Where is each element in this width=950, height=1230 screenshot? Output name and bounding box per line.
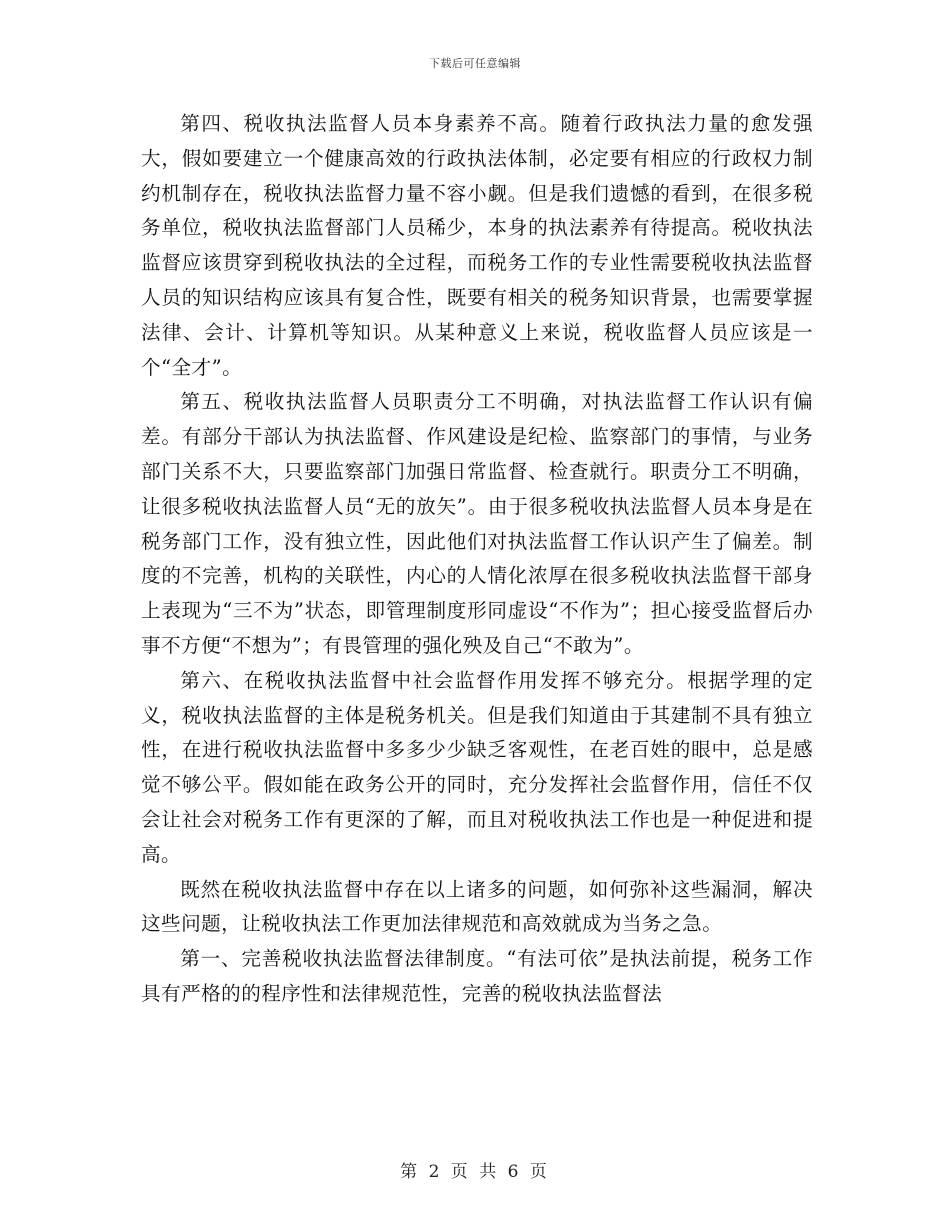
page-header-note: 下载后可任意编辑 [429, 57, 521, 70]
paragraph-1st-measure: 第一、完善税收执法监督法律制度。“有法可依”是执法前提，税务工作具有严格的的程序性和法律规范性，完善的税收执法监督法 [141, 947, 813, 1005]
paragraph-4th-issue: 第四、税收执法监督人员本身素养不高。随着行政执法力量的愈发强大，假如要建立一个健康高效的行政执法体制，必定要有相应的行政权力制约机制存在，税收执法监督力量不容小觑。但是我们遗憾的看到，在很多税务单位，税收执法监督部门人员稀少，本身的执法素养有待提高。税收执法监督应该贯穿到税收执法的全过程，而税务工作的专业性需要税收执法监督人员的知识结构应该具有复合性，既要有相关的税务知识背景，也需要掌握法律、会计、计算机等知识。从某种意义上来说，税收监督人员应该是一个“全才”。 [141, 112, 813, 379]
document-body [141, 107, 813, 1012]
paragraph-5th-issue: 第五、税收执法监督人员职责分工不明确，对执法监督工作认识有偏差。有部分干部认为执法监督、作风建设是纪检、监察部门的事情，与业务部门关系不大，只要监察部门加强日常监督、检查就行。职责分工不明确，让很多税收执法监督人员“无的放矢”。由于很多税收执法监督人员本身是在税务部门工作，没有独立性，因此他们对执法监督工作认识产生了偏差。制度的不完善，机构的关联性，内心的人情化浓厚在很多税收执法监督干部身上表现为“三不为”状态，即管理制度形同虚设“不作为”；担心接受监督后办事不方便“不想为”；有畏管理的强化殃及自己“不敢为”。 [141, 390, 813, 657]
paragraph-6th-issue: 第六、在税收执法监督中社会监督作用发挥不够充分。根据学理的定义，税收执法监督的主体是税务机关。但是我们知道由于其建制不具有独立性，在进行税收执法监督中多多少少缺乏客观性，在老百姓的眼中，总是感觉不够公平。假如能在政务公开的同时，充分发挥社会监督作用，信任不仅会让社会对税务工作有更深的了解，而且对税收执法工作也是一种促进和提高。 [141, 668, 813, 866]
paragraph-transition: 既然在税收执法监督中存在以上诸多的问题，如何弥补这些漏洞，解决这些问题，让税收执法工作更加法律规范和高效就成为当务之急。 [141, 877, 813, 936]
page-number: 第 2 页 共 6 页 [400, 1162, 550, 1182]
